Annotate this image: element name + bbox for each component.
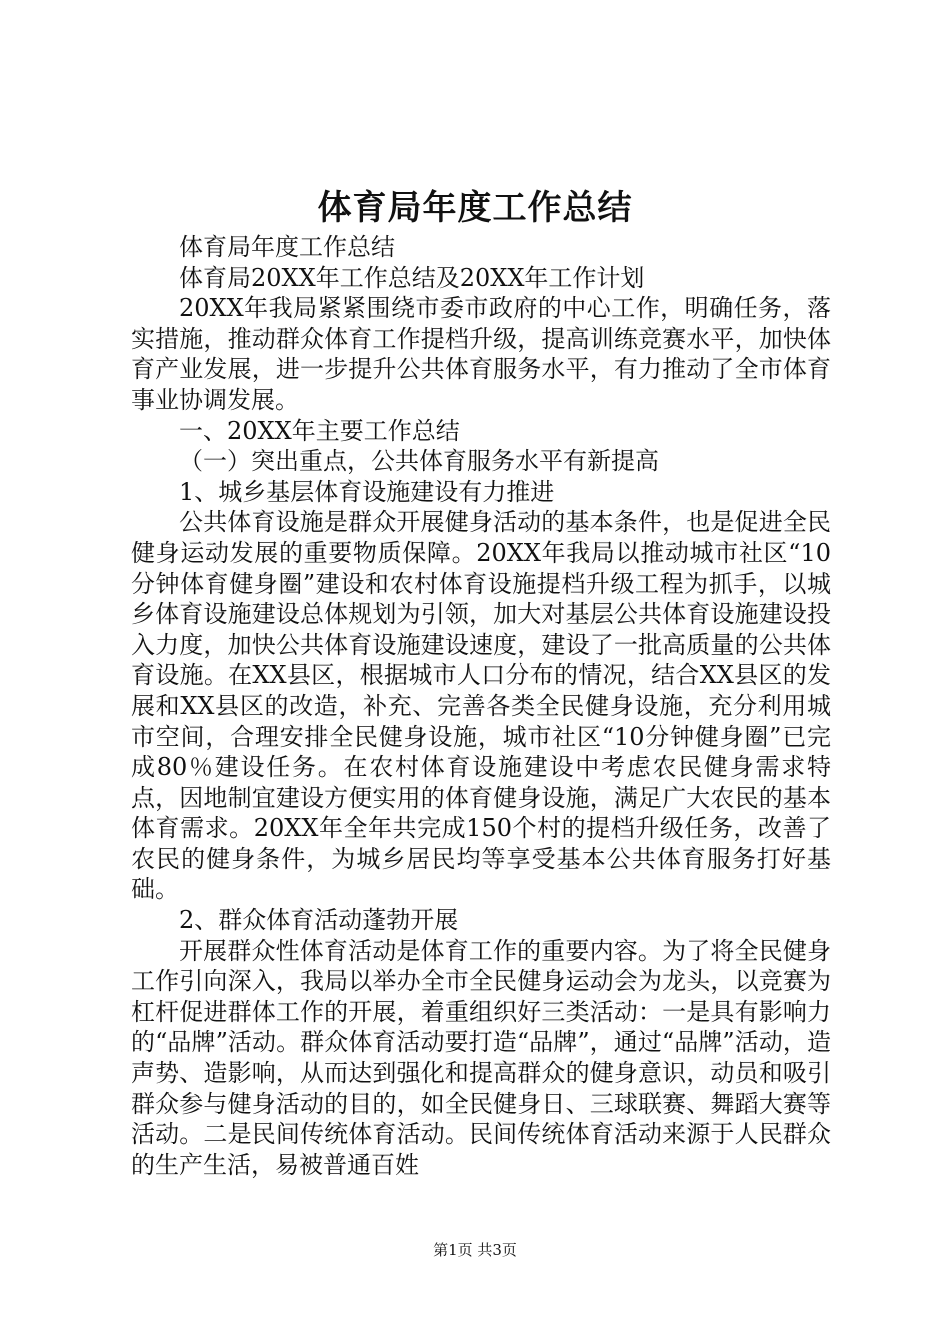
paragraph-subtitle: 体育局年度工作总结 <box>179 233 395 261</box>
item-heading-1: 1、城乡基层体育设施建设有力推进 <box>179 477 555 506</box>
section-heading: 一、20XX年主要工作总结 <box>179 416 460 445</box>
document-title: 体育局年度工作总结 <box>317 188 633 228</box>
paragraph-report-title: 体育局20XX年工作总结及20XX年工作计划 <box>179 263 645 292</box>
paragraph-intro: 20XX年我局紧紧围绕市委市政府的中心工作，明确任务，落实措施，推动群众体育工作提档升级，提高训练竞赛水平，加快体育产业发展，进一步提升公共体育服务水平，有力推动了全市体育事业协调发展。 <box>131 294 831 414</box>
item-heading-2: 2、群众体育活动蓬勃开展 <box>179 906 459 935</box>
page-footer: 第1页 共3页 <box>433 1241 517 1259</box>
document-body <box>131 232 831 1180</box>
subsection-heading: （一）突出重点，公共体育服务水平有新提高 <box>179 447 659 476</box>
paragraph-facilities: 公共体育设施是群众开展健身活动的基本条件，也是促进全民健身运动发展的重要物质保障。20XX年我局以推动城市社区“10分钟体育健身圈”建设和农村体育设施提档升级工程为抓手，以城乡体育设施建设总体规划为引领，加大对基层公共体育设施建设投入力度，加快公共体育设施建设速度，建设了一批高质量的公共体育设施。在XX县区，根据城市人口分布的情况，结合XX县区的发展和XX县区的改造，补充、完善各类全民健身设施，充分利用城市空间，合理安排全民健身设施，城市社区“10分钟健身圈”已完成80％建设任务。在农村体育设施建设中考虑农民健身需求特点，因地制宜建设方便实用的体育健身设施，满足广大农民的基本体育需求。20XX年全年共完成150个村的提档升级任务，改善了农民的健身条件，为城乡居民均等享受基本公共体育服务打好基础。 <box>131 508 831 904</box>
paragraph-activities: 开展群众性体育活动是体育工作的重要内容。为了将全民健身工作引向深入，我局以举办全市全民健身运动会为龙头，以竞赛为杠杆促进群体工作的开展，着重组织好三类活动：一是具有影响力的“品牌”活动。群众体育活动要打造“品牌”，通过“品牌”活动，造声势、造影响，从而达到强化和提高群众的健身意识，动员和吸引群众参与健身活动的目的，如全民健身日、三球联赛、舞蹈大赛等活动。二是民间传统体育活动。民间传统体育活动来源于人民群众的生产生活，易被普通百姓 <box>131 936 831 1179</box>
